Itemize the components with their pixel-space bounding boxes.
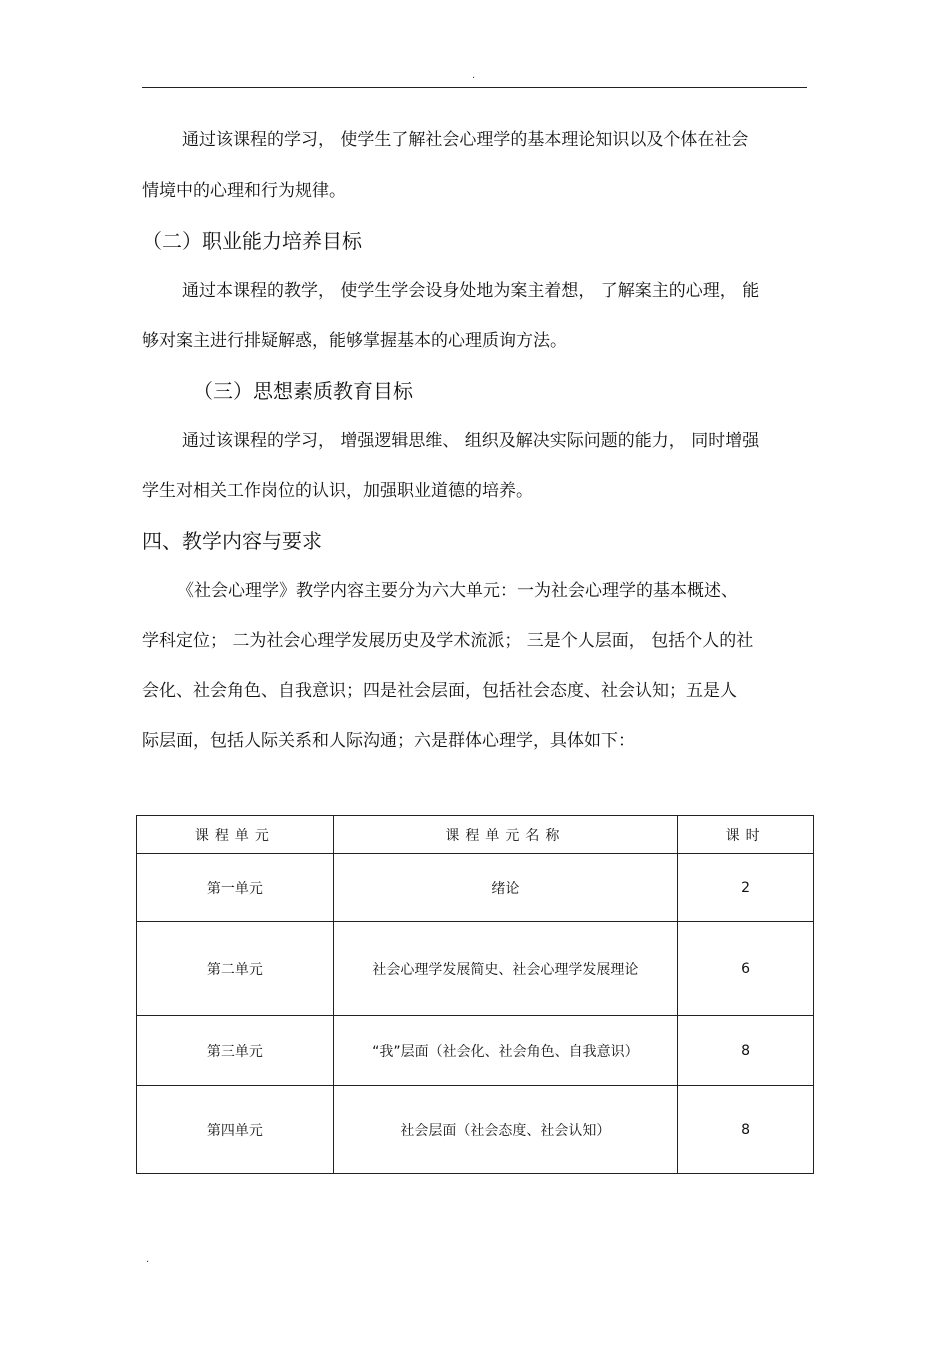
unit-name-cell: 社会心理学发展简史、社会心理学发展理论 (333, 922, 677, 1016)
unit-name-cell: 绪论 (333, 854, 677, 922)
unit-name-cell: 社会层面（社会态度、社会认知） (333, 1086, 677, 1174)
quality-goal-heading: （三）思想素质教育目标 (193, 379, 413, 403)
unit-cell: 第二单元 (137, 922, 334, 1016)
hours-cell: 8 (678, 1016, 814, 1086)
hours-cell: 6 (678, 922, 814, 1016)
teaching-content-line-2: 学科定位； 二为社会心理学发展历史及学术流派； 三是个人层面， 包括个人的社 (142, 631, 754, 651)
header-hours: 课时 (678, 816, 814, 854)
unit-cell: 第一单元 (137, 854, 334, 922)
teaching-content-line-1: 《社会心理学》教学内容主要分为六大单元：一为社会心理学的基本概述、 (177, 581, 738, 601)
unit-name-cell: “我”层面（社会化、社会角色、自我意识） (333, 1016, 677, 1086)
ability-goal-line-1: 通过本课程的教学， 使学生学会设身处地为案主着想， 了解案主的心理， 能 (182, 281, 760, 301)
knowledge-goal-line-1: 通过该课程的学习， 使学生了解社会心理学的基本理论知识以及个体在社会 (182, 130, 749, 150)
ability-goal-line-2: 够对案主进行排疑解惑，能够掌握基本的心理质询方法。 (142, 331, 567, 351)
header-rule (142, 87, 807, 88)
table-row (137, 854, 814, 922)
teaching-content-line-4: 际层面，包括人际关系和人际沟通；六是群体心理学，具体如下： (142, 731, 635, 751)
header-unit: 课程单元 (137, 816, 334, 854)
header-unit-name: 课程单元名称 (333, 816, 677, 854)
quality-goal-line-2: 学生对相关工作岗位的认识，加强职业道德的培养。 (142, 481, 533, 501)
table-row (137, 1016, 814, 1086)
footer-dot: . (146, 1254, 150, 1265)
teaching-content-heading: 四、教学内容与要求 (142, 529, 322, 553)
table-row (137, 1086, 814, 1174)
ability-goal-heading: （二）职业能力培养目标 (142, 229, 362, 253)
course-units-table (136, 815, 814, 1174)
hours-cell: 2 (678, 854, 814, 922)
unit-cell: 第三单元 (137, 1016, 334, 1086)
knowledge-goal-line-2: 情境中的心理和行为规律。 (142, 181, 346, 201)
table-row (137, 922, 814, 1016)
hours-cell: 8 (678, 1086, 814, 1174)
unit-cell: 第四单元 (137, 1086, 334, 1174)
table-header-row (137, 816, 814, 854)
quality-goal-line-1: 通过该课程的学习， 增强逻辑思维、 组织及解决实际问题的能力， 同时增强 (182, 431, 760, 451)
teaching-content-line-3: 会化、社会角色、自我意识；四是社会层面，包括社会态度、社会认知；五是人 (142, 681, 737, 701)
header-dot: . (472, 70, 476, 81)
